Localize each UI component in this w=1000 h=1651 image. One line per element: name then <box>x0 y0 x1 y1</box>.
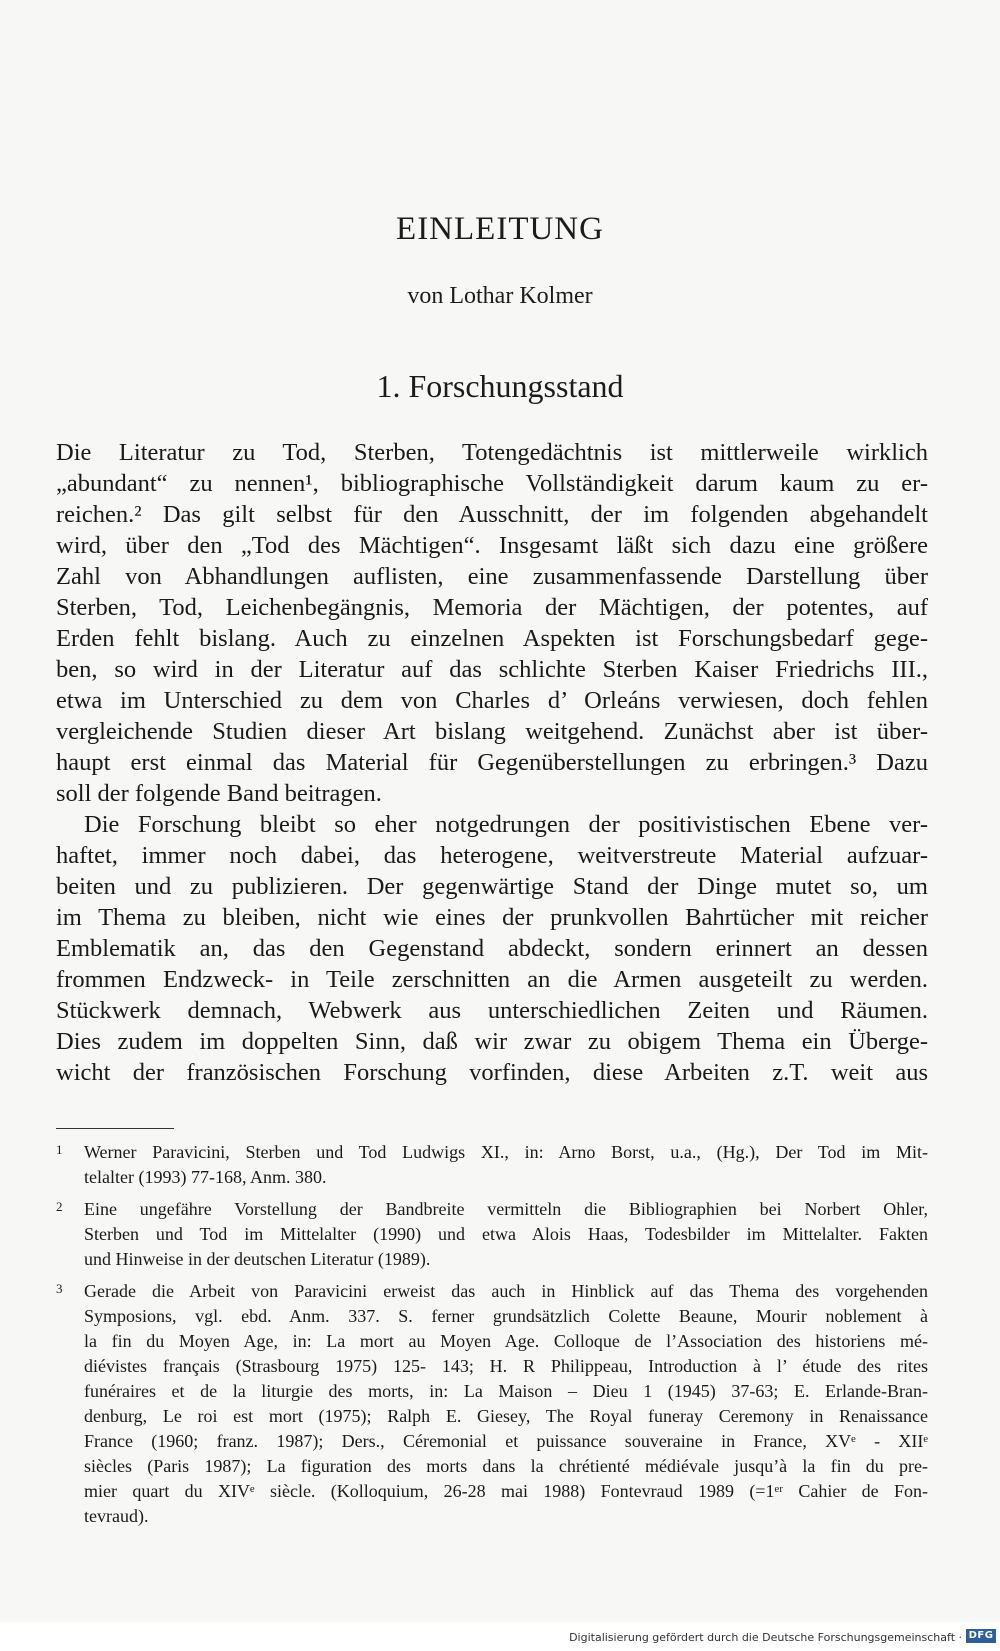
footnote-line: tevraud). <box>84 1506 149 1526</box>
footnotes <box>56 1140 928 1536</box>
body-line: Zahl von Abhandlungen auflisten, eine zusammenfassende Darstellung über <box>56 563 928 590</box>
footnote-2 <box>56 1197 928 1272</box>
footnote-line: Eine ungefähre Vorstellung der Bandbreite vermitteln die Bibliographien bei Norbert Ohler, <box>84 1199 928 1219</box>
body-line: wird, über den „Tod des Mächtigen“. Insgesamt läßt sich dazu eine größere <box>56 532 928 559</box>
body-line: haftet, immer noch dabei, das heterogene, weitverstreute Material aufzuar- <box>56 842 928 869</box>
footnote-line: funéraires et de la liturgie des morts, in: La Maison – Dieu 1 (1945) 37-63; E. Erlande-Bran- <box>84 1381 928 1401</box>
body-line: soll der folgende Band beitragen. <box>56 780 382 807</box>
footnote-line: siècles (Paris 1987); La figuration des morts dans la chrétienté médiévale jusqu’à la fin du pre- <box>84 1456 928 1476</box>
digitization-footer <box>0 1622 1000 1651</box>
footnote-line: France (1960; franz. 1987); Ders., Céremonial et puissance souveraine in France, XVᵉ - XIIᵉ <box>84 1431 928 1451</box>
footnote-line: Sterben und Tod im Mittelalter (1990) und etwa Alois Haas, Todesbilder im Mittelalter. Fakten <box>84 1224 928 1244</box>
footnote-line: mier quart du XIVᵉ siècle. (Kolloquium, 26-28 mai 1988) Fontevraud 1989 (=1ᵉʳ Cahier de Fon- <box>84 1481 928 1501</box>
body-line: „abundant“ zu nennen¹, bibliographische Vollständigkeit darum kaum zu er- <box>56 470 928 497</box>
footnote-line: Werner Paravicini, Sterben und Tod Ludwigs XI., in: Arno Borst, u.a., (Hg.), Der Tod im Mit- <box>84 1142 928 1162</box>
body-line: Stückwerk demnach, Webwerk aus unterschiedlichen Zeiten und Räumen. <box>56 997 928 1024</box>
body-line: Emblematik an, das den Gegenstand abdeckt, sondern erinnert an dessen <box>56 935 928 962</box>
footnote-3 <box>56 1279 928 1529</box>
footnote-line: la fin du Moyen Age, in: La mort au Moyen Age. Colloque de l’Association des historiens mé- <box>84 1331 928 1351</box>
body-text <box>56 437 928 1088</box>
footnote-line: diévistes français (Strasbourg 1975) 125- 143; H. R Philippeau, Introduction à l’ étude des rites <box>84 1356 928 1376</box>
footnote-line: denburg, Le roi est mort (1975); Ralph E. Giesey, The Royal funeray Ceremony in Renaissance <box>84 1406 928 1426</box>
body-line: beiten und zu publizieren. Der gegenwärtige Stand der Dinge mutet so, um <box>56 873 928 900</box>
footnote-divider <box>56 1128 174 1129</box>
body-line: Erden fehlt bislang. Auch zu einzelnen Aspekten ist Forschungsbedarf gege- <box>56 625 928 652</box>
footnote-line: telalter (1993) 77-168, Anm. 380. <box>84 1167 327 1187</box>
body-line: etwa im Unterschied zu dem von Charles d’ Orleáns verwiesen, doch fehlen <box>56 687 928 714</box>
dfg-logo: DFG <box>966 1629 996 1643</box>
footnote-1 <box>56 1140 928 1190</box>
digitization-credit: Digitalisierung gefördert durch die Deutsche Forschungsgemeinschaft · <box>569 1631 962 1644</box>
body-line: ben, so wird in der Literatur auf das schlichte Sterben Kaiser Friedrichs III., <box>56 656 928 683</box>
body-line: wicht der französischen Forschung vorfinden, diese Arbeiten z.T. weit aus <box>56 1059 928 1086</box>
body-line: Dies zudem im doppelten Sinn, daß wir zwar zu obigem Thema ein Überge- <box>56 1028 928 1055</box>
section-title: 1. Forschungsstand <box>376 368 624 404</box>
footnote-number: 3 <box>56 1281 63 1296</box>
body-line: reichen.² Das gilt selbst für den Ausschnitt, der im folgenden abgehandelt <box>56 501 928 528</box>
footnote-line: Symposions, vgl. ebd. Anm. 337. S. ferner grundsätzlich Colette Beaune, Mourir noblement à <box>84 1306 928 1326</box>
body-line: vergleichende Studien dieser Art bislang weitgehend. Zunächst aber ist über- <box>56 718 928 745</box>
footnote-number: 1 <box>56 1142 63 1157</box>
footnote-number: 2 <box>56 1199 63 1214</box>
footnote-line: und Hinweise in der deutschen Literatur (1989). <box>84 1249 431 1269</box>
body-line: Die Literatur zu Tod, Sterben, Totengedächtnis ist mittlerweile wirklich <box>56 439 928 466</box>
body-line: haupt erst einmal das Material für Gegenüberstellungen zu erbringen.³ Dazu <box>56 749 928 776</box>
body-line: Sterben, Tod, Leichenbegängnis, Memoria der Mächtigen, der potentes, auf <box>56 594 928 621</box>
footnote-line: Gerade die Arbeit von Paravicini erweist das auch in Hinblick auf das Thema des vorgehenden <box>84 1281 928 1301</box>
body-line: im Thema zu bleiben, nicht wie eines der prunkvollen Bahrtücher mit reicher <box>56 904 928 931</box>
chapter-title: EINLEITUNG <box>396 211 604 247</box>
author-line: von Lothar Kolmer <box>407 283 593 309</box>
body-line: frommen Endzweck- in Teile zerschnitten an die Armen ausgeteilt zu werden. <box>56 966 928 993</box>
body-line: Die Forschung bleibt so eher notgedrungen der positivistischen Ebene ver- <box>84 811 928 838</box>
